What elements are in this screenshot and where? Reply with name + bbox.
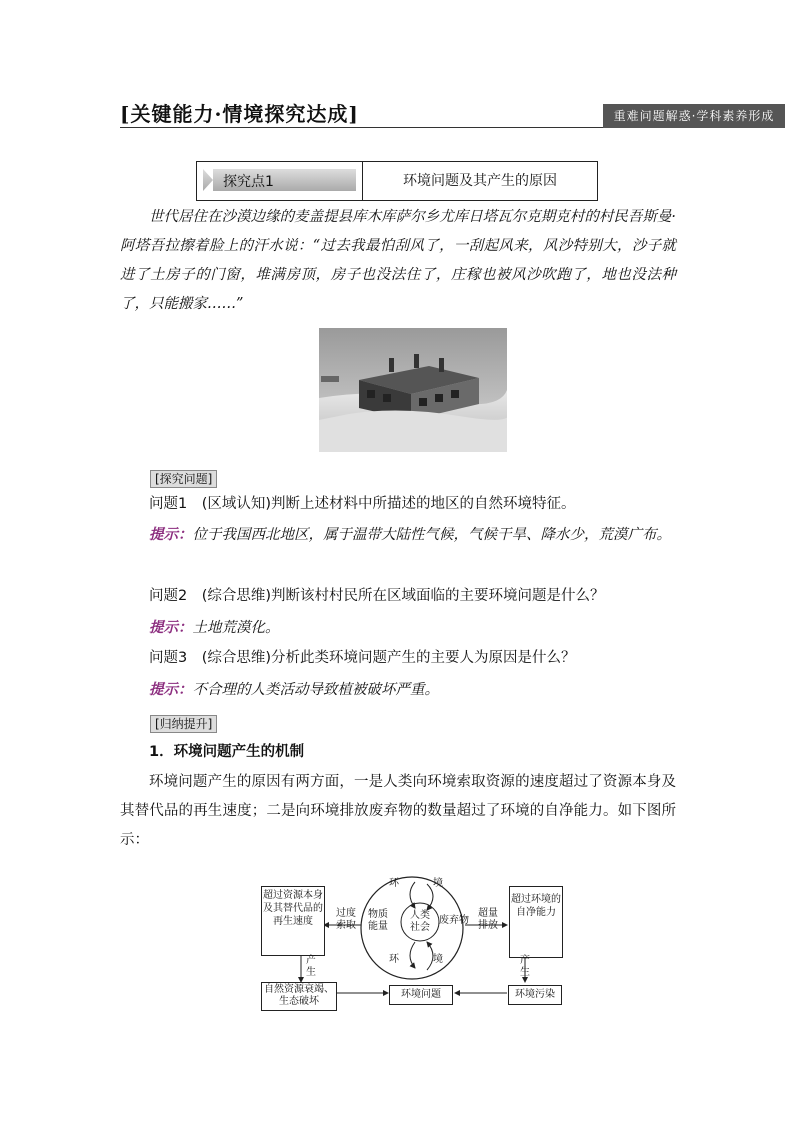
environment-mechanism-diagram xyxy=(255,858,565,1008)
answer-3 xyxy=(120,675,676,705)
explore-questions-tag: [探究问题] xyxy=(150,468,217,487)
excess-take-label: 过度索取 xyxy=(336,908,356,931)
question-3: 问题3 (综合思维)分析此类环境问题产生的主要人为原因是什么？ xyxy=(149,650,576,666)
environmental-problem-box: 环境问题 xyxy=(389,985,453,1005)
human-society-label: 人类社会 xyxy=(410,910,430,933)
intro-paragraph: 世代居住在沙漠边缘的麦盖提县库木库萨尔乡尤库日塔瓦尔克期克村的村民吾斯曼·阿塔吾拉擦着脸上的汗水说：“过去我最怕刮风了，一刮起风来，风沙特别大，沙子就进了土房子的门窗，堆满房顶，房子也没法住了，庄稼也被风沙吹跑了，地也没法种了，只能搬家……” xyxy=(120,209,676,312)
exploration-point-box xyxy=(196,161,598,201)
left-condition-box: 超过资源本身及其替代品的再生速度 xyxy=(261,886,325,956)
produce-right-label: 产生 xyxy=(520,955,530,978)
answer-1-text: 位于我国西北地区，属于温带大陆性气候，气候干旱、降水少，荒漠广布。 xyxy=(192,527,671,543)
hint-label: 提示： xyxy=(149,681,193,698)
hint-label: 提示： xyxy=(149,526,193,543)
right-condition-box: 超过环境的自净能力 xyxy=(509,886,563,958)
point-label-cell xyxy=(197,162,363,200)
waste-label: 废弃物 xyxy=(439,915,469,926)
section-title: [关键能力·情境探究达成] xyxy=(120,102,359,126)
header-tag: 重难问题解惑·学科素养形成 xyxy=(603,104,785,128)
hint-label: 提示： xyxy=(149,619,193,636)
answer-3-text: 不合理的人类活动导致植被破坏严重。 xyxy=(192,682,439,698)
header-divider xyxy=(120,127,675,128)
resource-depletion-box: 自然资源衰竭、生态破坏 xyxy=(261,982,337,1011)
produce-left-label: 产生 xyxy=(306,955,316,978)
answer-2 xyxy=(120,613,676,643)
summary-heading: 1．环境问题产生的机制 xyxy=(149,744,305,760)
point-title: 环境问题及其产生的原因 xyxy=(403,173,557,189)
summary-tag: [归纳提升] xyxy=(150,713,217,732)
summary-body: 环境问题产生的原因有两方面，一是人类向环境索取资源的速度超过了资源本身及其替代品的再生速度；二是向环境排放废弃物的数量超过了环境的自净能力。如下图所示： xyxy=(120,774,676,848)
env-label-top-right: 境 xyxy=(433,878,443,889)
excess-emit-label: 超量排放 xyxy=(478,908,498,931)
point-tab-notch xyxy=(203,169,213,191)
photo-sand-buried-house xyxy=(319,328,507,452)
question-1: 问题1 (区域认知)判断上述材料中所描述的地区的自然环境特征。 xyxy=(149,496,576,512)
env-label-bottom-right: 境 xyxy=(433,954,443,965)
answer-2-text: 土地荒漠化。 xyxy=(192,620,280,636)
question-2: 问题2 (综合思维)判断该村村民所在区域面临的主要环境问题是什么？ xyxy=(149,588,605,604)
env-label-top-left: 环 xyxy=(389,878,399,889)
environmental-pollution-box: 环境污染 xyxy=(508,985,562,1005)
answer-1 xyxy=(120,520,676,550)
material-energy-label: 物质能量 xyxy=(368,909,388,932)
point-label: 探究点1 xyxy=(223,174,274,190)
env-label-bottom-left: 环 xyxy=(389,954,399,965)
